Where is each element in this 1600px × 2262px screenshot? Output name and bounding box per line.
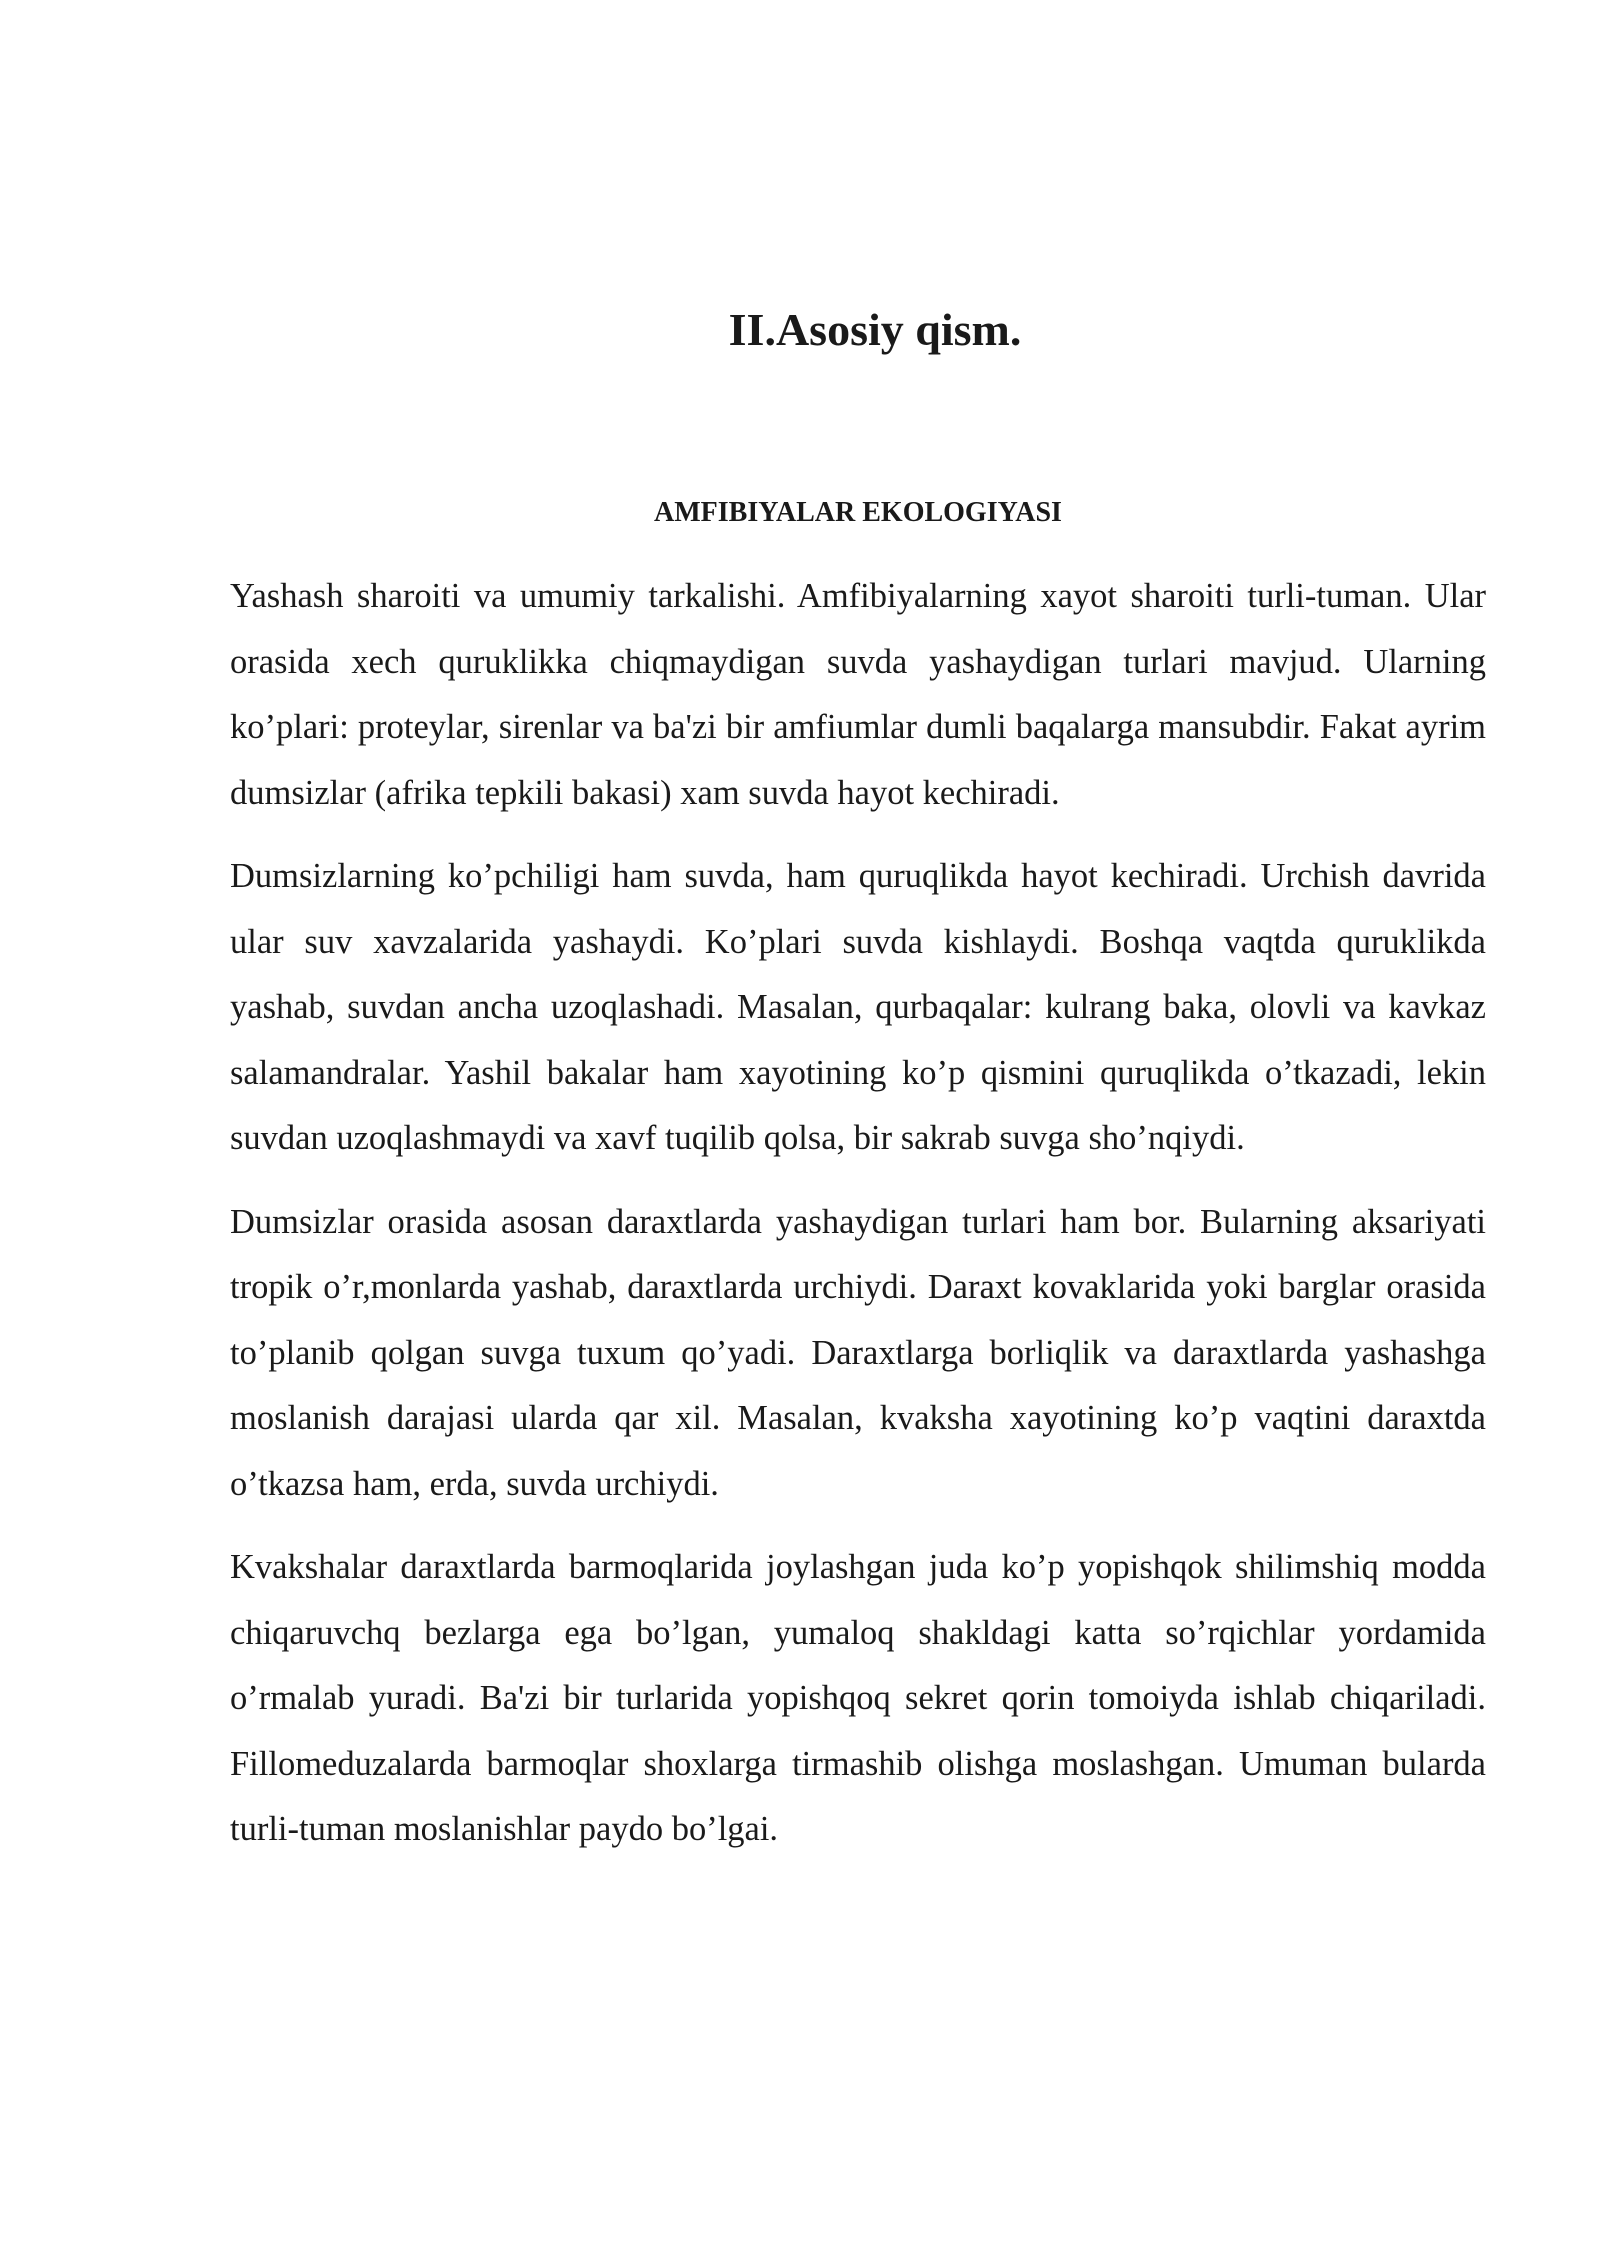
document-body [230, 564, 1486, 1881]
paragraph: Dumsizlar orasida asosan daraxtlarda yashaydigan turlari ham bor. Bularning aksariyati tropik o’r,monlarda yashab, daraxtlarda urchiydi. Daraxt kovaklarida yoki barglar orasida to’planib qolgan suvga tuxum qo’yadi. Daraxtlarga borliqlik va daraxtlarda yashashga moslanish darajasi ularda qar xil. Masalan, kvaksha xayotining ko’p vaqtini daraxtda o’tkazsa ham, erda, suvda urchiydi. [230, 1202, 1486, 1503]
chapter-title: II.Asosiy qism. [728, 304, 1022, 355]
paragraph: Dumsizlarning ko’pchiligi ham suvda, ham quruqlikda hayot kechiradi. Urchish davrida ular suv xavzalarida yashaydi. Ko’plari suvda kishlaydi. Boshqa vaqtda quruklikda yashab, suvdan ancha uzoqlashadi. Masalan, qurbaqalar: kulrang baka, olovli va kavkaz salamandralar. Yashil bakalar ham xayotining ko’p qismini quruqlikda o’tkazadi, lekin suvdan uzoqlashmaydi va xavf tuqilib qolsa, bir sakrab suvga sho’nqiydi. [230, 857, 1486, 1157]
section-title: AMFIBIYALAR EKOLOGIYASI [654, 497, 1062, 528]
paragraph: Kvakshalar daraxtlarda barmoqlarida joylashgan juda ko’p yopishqok shilimshiq modda chiqaruvchq bezlarga ega bo’lgan, yumaloq shakldagi katta so’rqichlar yordamida o’rmalab yuradi. Ba'zi bir turlarida yopishqoq sekret qorin tomoiyda ishlab chiqariladi. Fillomeduzalarda barmoqlar shoxlarga tirmashib olishga moslashgan. Umuman bularda turli-tuman moslanishlar paydo bo’lgai. [230, 1548, 1486, 1848]
paragraph: Yashash sharoiti va umumiy tarkalishi. Amfibiyalarning xayot sharoiti turli-tuman. Ular orasida xech quruklikka chiqmaydigan suvda yashaydigan turlari mavjud. Ularning ko’plari: proteylar, sirenlar va ba'zi bir amfiumlar dumli baqalarga mansubdir. Fakat ayrim dumsizlar (afrika tepkili bakasi) xam suvda hayot kechiradi. [230, 577, 1486, 812]
